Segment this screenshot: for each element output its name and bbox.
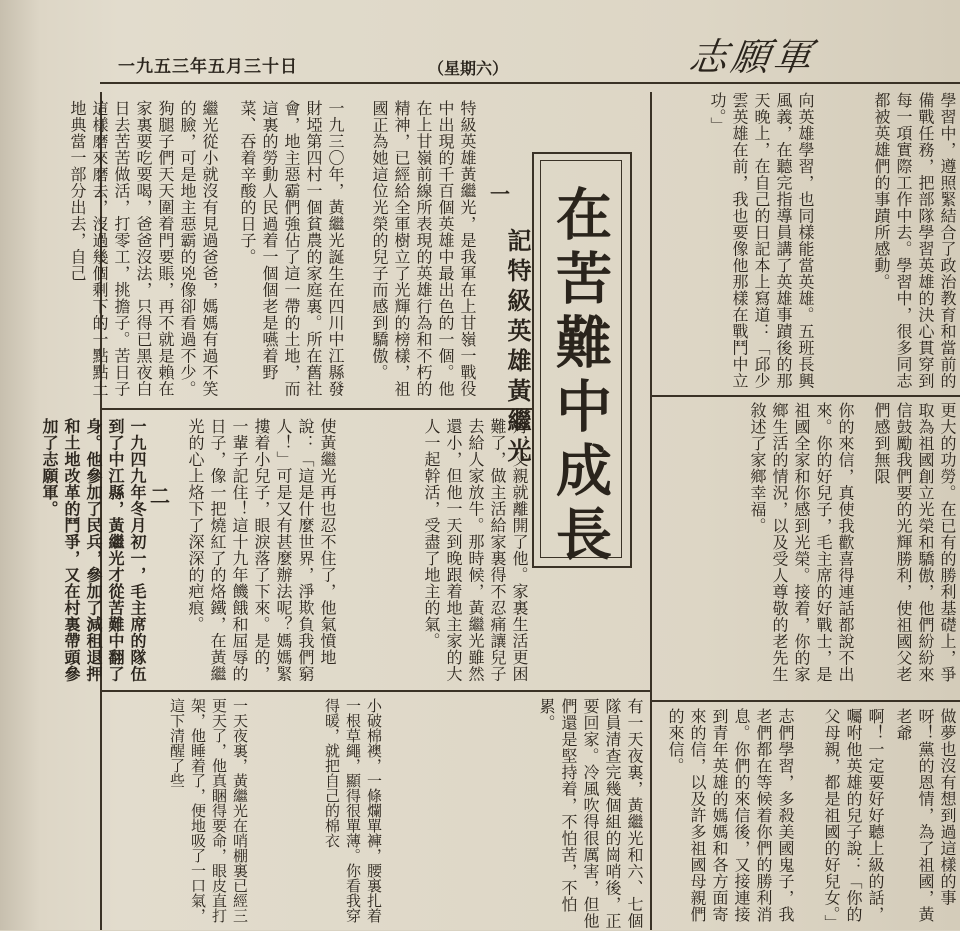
right-mid-rule: [652, 700, 960, 702]
bottom-rule: [102, 690, 650, 692]
article-column: 月，父親就離開了他。家裏生活更困難了，做主活給家裏得不忍痛讓兒子去給人家放牛。那時候，黃繼光雖然還小，但他一天到晚跟着地主家的大人一起幹活，受盡了地主的氣。: [422, 418, 529, 682]
article-subtitle: 記特級英雄黃繼光: [503, 228, 532, 468]
article-column: 有一天夜裏，黃繼光和六、七個隊員清查完幾個組的崗哨後，正要回家。冷風吹得很厲害，但他們還是堅持着，不怕苦，不怕累。: [537, 698, 644, 929]
article-column: 學習中，遵照緊結合了政治教育和當前的備戰任務，把部隊學習英雄的決心貫穿到每一項實際工作中去。學習中，很多同志都被英雄們的事蹟所感動。: [872, 92, 957, 389]
article-column: 繼光從小就沒有見過爸爸，媽媽有過不笑的臉，可是地主惡霸的兇像卻看過不少。狗腿子們天天圍着門要賬，再不就是賴在家裏要吃要喝，爸爸沒法，只得已黑夜白日去苦苦做活，打零工，挑擔子。苦日子這樣磨來磨去，沒過幾個剩下的一點點土地典當一部分出去，自己: [68, 100, 219, 397]
article-column: 你的來信，真使我歡喜得連話都說不出來。你的好兒子，毛主席的好戰士，是祖國全家和你感到光榮。接着，你的家鄉生活的情況，以及受人尊敬的老先生敘述了家鄉幸福。: [748, 402, 855, 683]
article-column: 特級英雄黃繼光，是我軍在上甘嶺一戰役中出現的千百個英雄中最出色的一個。他在上甘嶺前線所表現的英雄行為和不朽的精神，已經給全軍樹立了光輝的榜樣，祖國正為她這位光榮的兒子而感到驕傲。: [370, 100, 477, 397]
section-number-one: 一: [490, 182, 510, 206]
article-column: 使黃繼光再也忍不住了，他氣憤地說：「這是什麼世界，淨欺負我們窮人！」可是又有甚麼辦法呢？媽媽緊摟着小兒子，眼淚落了下來。是的，一輩子記住！這十九年饑餓和屈辱的日子，像一把燒紅了的烙鐵，在黃繼光的心上烙下了深深的疤痕。: [186, 418, 337, 682]
article-column: 志們學習，多殺美國鬼子，我老們都在等候着你們的勝利消息。你們的來信後，又接連接到青年英雄的媽媽和各方面寄來的信，以及許多祖國母親們的來信。: [666, 708, 795, 923]
article-column: 做夢也沒有想到過這樣的事呀！黨的恩情，為了祖國，黃老爺: [894, 708, 957, 923]
publication-date: 一九五三年五月三十日: [118, 57, 298, 77]
right-top-rule: [652, 395, 960, 397]
article-column: 一天夜裏，黃繼光在哨棚裏已經三更天了，他真睏得要命，眼皮直打架，他睡着了，便地吸了一口氣，這下清醒了些: [168, 698, 249, 923]
article-column: 一九四九年冬月初一，毛主席的隊伍到了中江縣，黃繼光才從苦難中翻了身。他參加了民兵，參加了減租退押和土地改革的鬥爭，又在村裏帶頭參加了志願軍。: [40, 418, 147, 682]
article-column: 小破棉襖，一條爛單褲，腰裏扎着一根草繩，顯得很單薄。你看我穿得暖，就把自己的棉衣: [323, 698, 383, 923]
section-number-two: 二: [150, 484, 170, 508]
article-column: 一九三〇年，黃繼光誕生在四川中江縣發財埡第四村一個貧農的家庭裏。所在舊社會，地主惡霸們強佔了這一帶的土地，而這裏的勞動人民過着一個個老是嚥着野菜、吞着辛酸的日子。: [238, 100, 345, 397]
right-section-rule: [650, 92, 652, 930]
magazine-masthead: 志願軍: [686, 35, 819, 79]
header-divider: [100, 82, 960, 84]
article-title: 在苦難中成長: [547, 185, 613, 569]
left-mid-rule: [102, 408, 532, 410]
article-column: 向英雄學習，也同樣能當英雄。五班長興風義，在聽完指導員講了英雄事蹟後的那天晚上，在自己的日記本上寫道：「邱少雲英雄在前，我也要像他那樣在戰鬥中立功。」: [708, 92, 815, 389]
article-column: 更大的功勞。在已有的勝利基礎上，爭取為祖國創立光榮和驕傲，他們紛紛來信鼓勵我們要的光輝勝利，使祖國父老們感到無限: [872, 402, 957, 683]
article-column: 啊！一定要好好聽上級的話，囑咐他英雄的兒子說：「你的父母親，都是祖國的好兒女。」: [822, 708, 885, 931]
weekday-label: （星期六）: [428, 59, 509, 78]
